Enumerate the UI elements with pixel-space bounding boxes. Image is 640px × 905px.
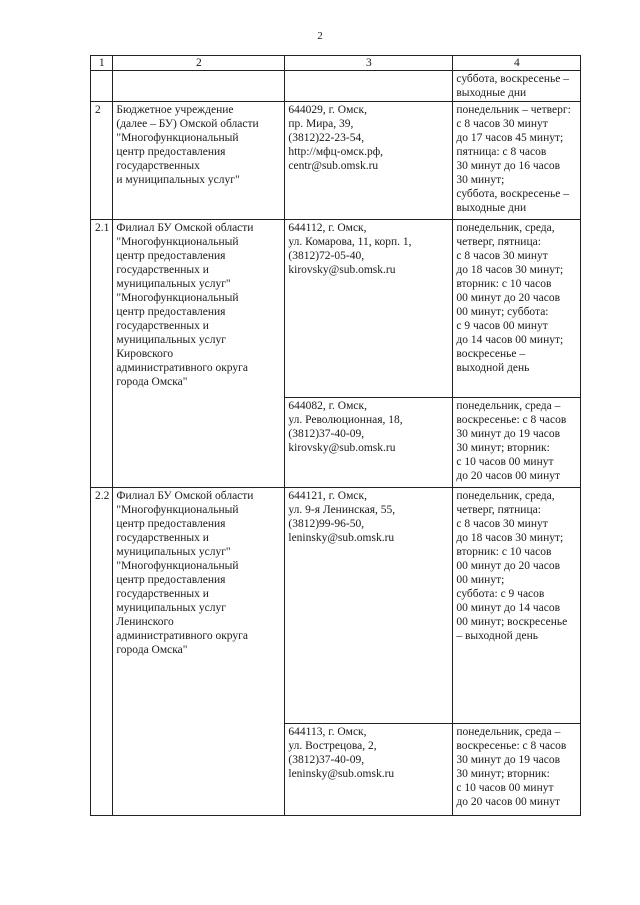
address-cell: [285, 71, 453, 102]
organization-cell: Филиал БУ Омской области "Многофункциональный центр предоставления государственных и муниципальных услуг" "Многофункциональный центр предоставления государственных и муниципальных услуг Кировского административного округа города Омска": [113, 220, 285, 488]
column-header-1: 1: [91, 56, 113, 71]
row-number-cell: 2.1: [91, 220, 113, 488]
row-number-cell: 2.2: [91, 488, 113, 816]
column-header-2: 2: [113, 56, 285, 71]
address-cell: 644112, г. Омск, ул. Комарова, 11, корп. 1, (3812)72-05-40, kirovsky@sub.omsk.ru: [285, 220, 453, 398]
organization-cell: Филиал БУ Омской области "Многофункциональный центр предоставления государственных и муниципальных услуг" "Многофункциональный центр предоставления государственных и муниципальных услуг Ленинского административного округа города Омска": [113, 488, 285, 816]
hours-cell: понедельник, среда, четверг, пятница: с 8 часов 30 минут до 18 часов 30 минут; вторник: с 10 часов 00 минут до 20 часов 00 минут; суббота: с 9 часов 00 минут до 14 часов 00 минут; воскресенье – выходной день: [453, 488, 581, 724]
table-row: [91, 102, 581, 220]
hours-cell: суббота, воскресенье – выходные дни: [453, 71, 581, 102]
table-row-continuation: [91, 71, 581, 102]
column-header-3: 3: [285, 56, 453, 71]
table-header-row: [91, 56, 581, 71]
table-row: [91, 220, 581, 398]
address-cell: 644113, г. Омск, ул. Вострецова, 2, (3812)37-40-09, leninsky@sub.omsk.ru: [285, 724, 453, 816]
hours-cell: понедельник, среда – воскресенье: с 8 часов 30 минут до 19 часов 30 минут; вторник: с 10 часов 00 минут до 20 часов 00 минут: [453, 724, 581, 816]
organization-cell: Бюджетное учреждение (далее – БУ) Омской области "Многофункциональный центр предоставления государственных и муниципальных услуг": [113, 102, 285, 220]
page-number: 2: [317, 30, 323, 42]
hours-cell: понедельник – четверг: с 8 часов 30 минут до 17 часов 45 минут; пятница: с 8 часов 30 минут до 16 часов 30 минут; суббота, воскресенье – выходные дни: [453, 102, 581, 220]
address-cell: 644082, г. Омск, ул. Революционная, 18, (3812)37-40-09, kirovsky@sub.omsk.ru: [285, 398, 453, 488]
column-header-4: 4: [453, 56, 581, 71]
offices-table: [90, 55, 581, 816]
address-cell: 644029, г. Омск, пр. Мира, 39, (3812)22-23-54, http://мфц-омск.рф, centr@sub.omsk.ru: [285, 102, 453, 220]
address-cell: 644121, г. Омск, ул. 9-я Ленинская, 55, (3812)99-96-50, leninsky@sub.omsk.ru: [285, 488, 453, 724]
organization-cell: [113, 71, 285, 102]
row-number-cell: 2: [91, 102, 113, 220]
hours-cell: понедельник, среда – воскресенье: с 8 часов 30 минут до 19 часов 30 минут; вторник: с 10 часов 00 минут до 20 часов 00 минут: [453, 398, 581, 488]
table-row: [91, 488, 581, 724]
hours-cell: понедельник, среда, четверг, пятница: с 8 часов 30 минут до 18 часов 30 минут; вторник: с 10 часов 00 минут до 20 часов 00 минут; суббота: с 9 часов 00 минут до 14 часов 00 минут; воскресенье – выходной день: [453, 220, 581, 398]
row-number-cell: [91, 71, 113, 102]
